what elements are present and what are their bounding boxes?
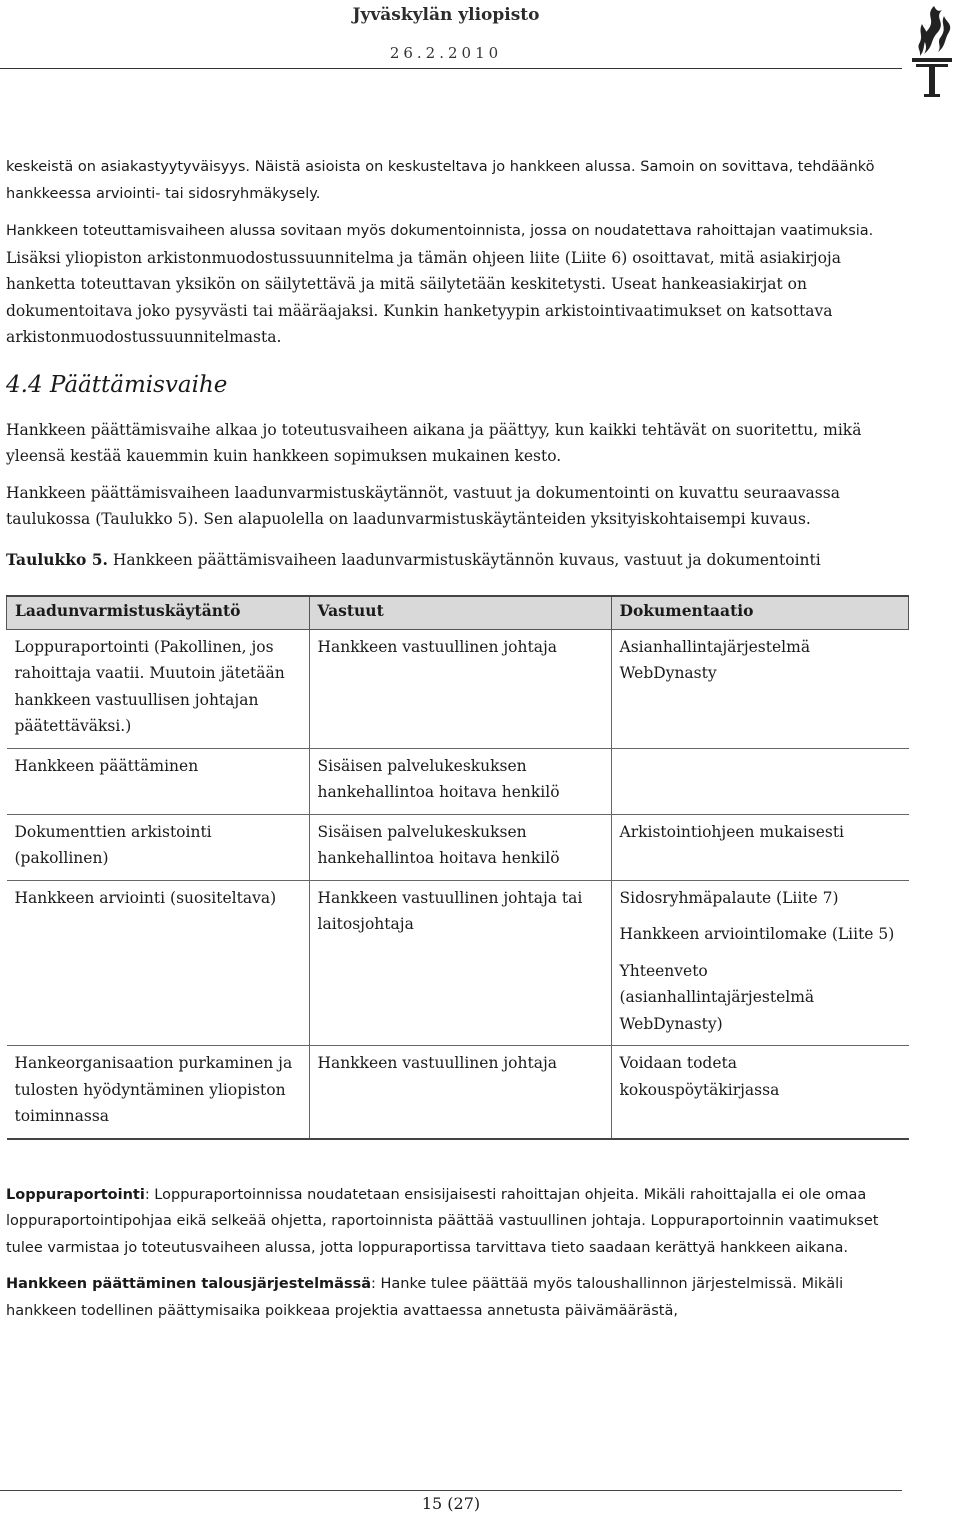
- note-final-reporting-text: : Loppuraportoinnissa noudatetaan ensisijaisesti rahoittajan ohjeita. Mikäli rahoittajalla ei ole omaa loppuraportointipohjaa eikä selkeää ohjetta, raportoinnista päättää vastuullinen johtaja. Loppuraportoinnin vaatimukset tulee varmistaa jo toteutusvaiheen alussa, jotta loppuraportissa tarvittava tieto saadaan kerättyä hankkeen aikana.: [6, 1186, 879, 1256]
- quality-practices-table: [6, 595, 909, 1140]
- column-header-responsibility: Vastuut: [309, 596, 611, 629]
- notes: [6, 1182, 908, 1325]
- document-date: 26.2.2010: [389, 44, 503, 62]
- cell-practice: Dokumenttien arkistointi (pakollinen): [7, 814, 310, 880]
- table-header-row: [7, 596, 909, 629]
- intro-paragraph-2-part-2: Lisäksi yliopiston arkistonmuodostussuunnitelma ja tämän ohjeen liite (Liite 6) osoittavat, mitä asiakirjoja hanketta toteuttavan yksikön on säilytettävä ja mitä säilytetään keskitetysti. Useat hankeasiakirjat on dokumentoitava joko pysyvästi tai määräajaksi. Kunkin hanketyypin arkistointivaatimukset on katsottava arkistonmuodostussuunnitelmasta.: [6, 248, 841, 346]
- section-paragraph-1: Hankkeen päättämisvaihe alkaa jo toteutusvaiheen aikana ja päättyy, kun kaikki tehtävät on suoritettu, mikä yleensä kestää kauemmin kuin hankkeen sopimuksen mukainen kesto.: [6, 420, 862, 465]
- section-paragraph-2: Hankkeen päättämisvaiheen laadunvarmistuskäytännöt, vastuut ja dokumentointi on kuvattu seuraavassa taulukossa (Taulukko 5). Sen alapuolella on laadunvarmistuskäytänteiden yksityiskohtaisempi kuvaus.: [6, 483, 840, 528]
- document-body: [6, 154, 908, 1334]
- cell-responsibility: Hankkeen vastuullinen johtaja: [309, 629, 611, 748]
- footer-rule: [0, 1490, 902, 1491]
- documentation-item: Sidosryhmäpalaute (Liite 7): [619, 888, 839, 907]
- page-header: [0, 0, 960, 110]
- table-row: [7, 814, 909, 880]
- university-name: Jyväskylän yliopisto: [352, 5, 540, 25]
- cell-responsibility: Sisäisen palvelukeskuksen hankehallintoa hoitava henkilö: [309, 814, 611, 880]
- table-row: [7, 1046, 909, 1139]
- table-caption-label: Taulukko 5.: [6, 549, 108, 569]
- cell-practice: Loppuraportointi (Pakollinen, jos rahoittaja vaatii. Muutoin jätetään hankkeen vastuullisen johtajan päätettäväksi.): [7, 629, 310, 748]
- cell-documentation: Voidaan todeta kokouspöytäkirjassa: [611, 1046, 909, 1139]
- cell-responsibility: Hankkeen vastuullinen johtaja: [309, 1046, 611, 1139]
- intro-paragraph-2-part-1: Hankkeen toteuttamisvaiheen alussa sovitaan myös dokumentoinnista, jossa on noudatettava rahoittajan vaatimuksia.: [6, 223, 874, 239]
- cell-documentation: [611, 880, 909, 1046]
- documentation-item: Yhteenveto (asianhallintajärjestelmä WebDynasty): [619, 961, 815, 1033]
- section-heading: 4.4 Päättämisvaihe: [6, 371, 228, 398]
- note-final-reporting: [6, 1182, 908, 1262]
- note-financial-closing: [6, 1271, 908, 1324]
- cell-practice: Hankkeen arviointi (suositeltava): [7, 880, 310, 1046]
- cell-documentation: Asianhallintajärjestelmä WebDynasty: [611, 629, 909, 748]
- cell-responsibility: Sisäisen palvelukeskuksen hankehallintoa hoitava henkilö: [309, 748, 611, 814]
- cell-responsibility: Hankkeen vastuullinen johtaja tai laitosjohtaja: [309, 880, 611, 1046]
- note-financial-closing-label: Hankkeen päättäminen talousjärjestelmässä: [6, 1276, 371, 1292]
- header-rule: [0, 68, 902, 69]
- documentation-item: Hankkeen arviointilomake (Liite 5): [619, 925, 895, 943]
- cell-practice: Hankeorganisaation purkaminen ja tulosten hyödyntäminen yliopiston toiminnassa: [7, 1046, 310, 1139]
- table-row: [7, 629, 909, 748]
- note-final-reporting-label: Loppuraportointi: [6, 1186, 145, 1203]
- page-number: 15 (27): [421, 1494, 481, 1513]
- intro-paragraph-2: [6, 217, 908, 351]
- column-header-documentation: Dokumentaatio: [611, 596, 909, 629]
- cell-documentation: [611, 748, 909, 814]
- note-financial-closing-text: : Hanke tulee päättää myös taloushallinnon järjestelmissä. Mikäli hankkeen todellinen päättymisaika poikkeaa projektia avattaessa annetusta päivämäärästä,: [6, 1276, 844, 1319]
- table-row: [7, 880, 909, 1046]
- intro-paragraph-1: keskeistä on asiakastyytyväisyys. Näistä asioista on keskusteltava jo hankkeen alussa. Samoin on sovittava, tehdäänkö hankkeessa arviointi- tai sidosryhmäkysely.: [6, 159, 875, 202]
- table-caption-text: Hankkeen päättämisvaiheen laadunvarmistuskäytännön kuvaus, vastuut ja dokumentointi: [112, 550, 821, 569]
- column-header-practice: Laadunvarmistuskäytäntö: [7, 596, 310, 629]
- table-row: [7, 748, 909, 814]
- table-caption: [6, 547, 908, 574]
- university-torch-logo-icon: [904, 2, 960, 102]
- cell-practice: Hankkeen päättäminen: [7, 748, 310, 814]
- cell-documentation: Arkistointiohjeen mukaisesti: [611, 814, 909, 880]
